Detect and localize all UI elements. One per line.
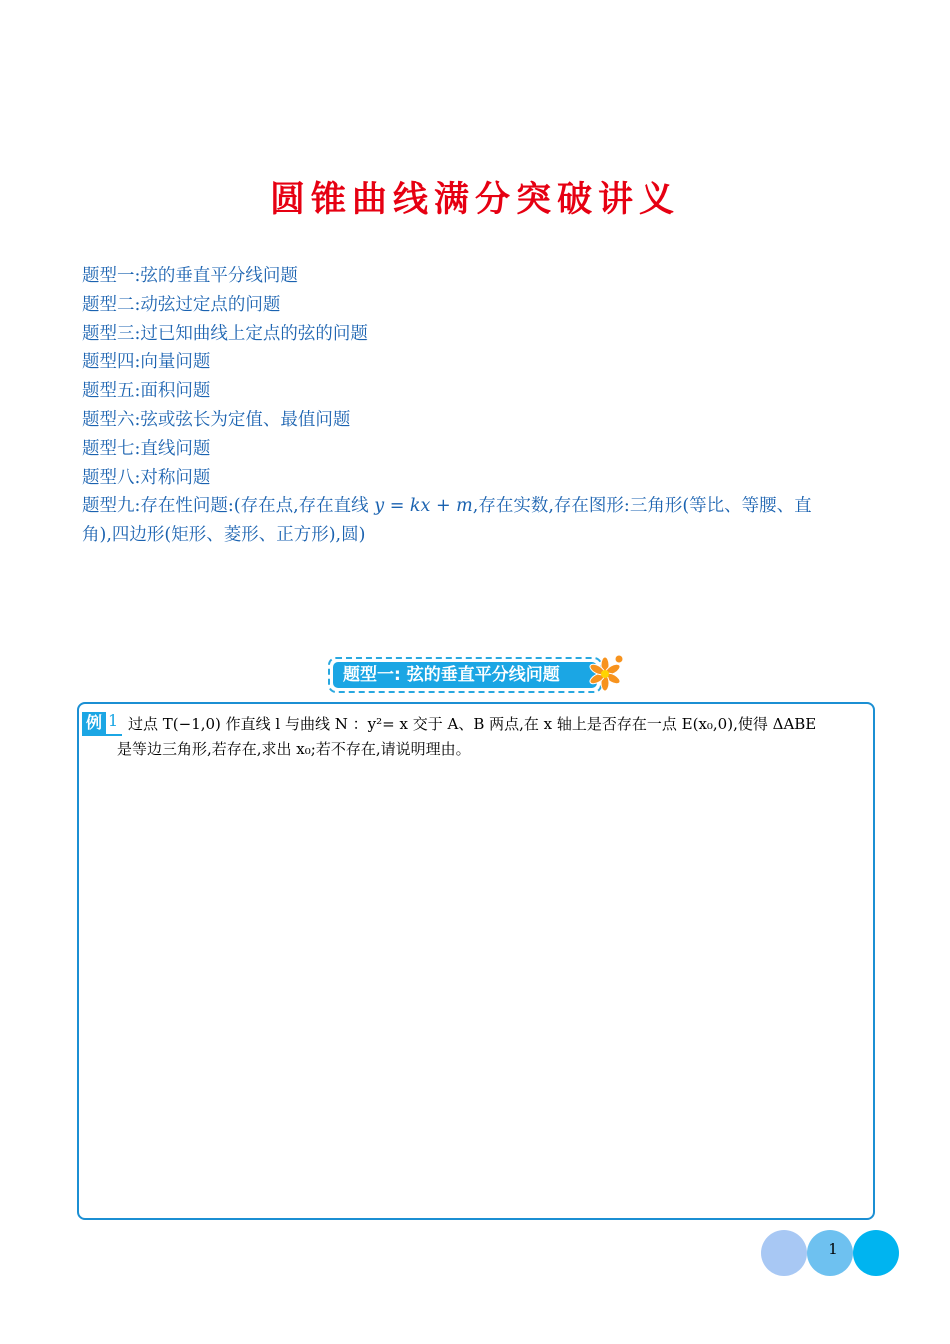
- toc-item: 角),四边形(矩形、菱形、正方形),圆): [82, 525, 366, 546]
- flower-icon: [586, 653, 624, 691]
- toc-item9-suffix: ,存在实数,存在图形:三角形(等比、等腰、直: [472, 496, 812, 517]
- example-question-line2: 是等边三角形,若存在,求出 x₀;若不存在,请说明理由。: [117, 740, 471, 758]
- toc-item: [82, 492, 882, 521]
- toc-item: 题型一:弦的垂直平分线问题: [82, 266, 298, 286]
- example-tag: 例: [82, 712, 106, 734]
- page-number: 1: [828, 1240, 838, 1258]
- example-box: [77, 702, 875, 1220]
- section-badge: [328, 657, 602, 693]
- toc-item: 题型七:直线问题: [82, 438, 211, 459]
- toc-item9-prefix: 题型九:存在性问题:(存在点,存在直线: [82, 496, 375, 517]
- example-question-line1: 过点 T(−1,0) 作直线 l 与曲线 N ：y²= x 交于 A、B 两点,在 x 轴上是否存在一点 E(x₀,0),使得 ΔABE: [128, 715, 817, 733]
- example-number: 1: [108, 711, 119, 730]
- document-title: 圆锥曲线满分突破讲义: [269, 179, 680, 220]
- example-tag-underline: [82, 734, 122, 736]
- toc-item: 题型二:动弦过定点的问题: [82, 294, 281, 315]
- toc-item: 题型三:过已知曲线上定点的弦的问题: [82, 323, 368, 344]
- section-title: 题型一: 弦的垂直平分线问题: [333, 662, 597, 688]
- toc-item: 题型八:对称问题: [82, 467, 211, 488]
- toc-item: 题型六:弦或弦长为定值、最值问题: [82, 409, 351, 430]
- toc-item9-math: y = kx + m: [374, 496, 473, 517]
- table-of-contents: [82, 262, 882, 550]
- toc-item: 题型五:面积问题: [82, 381, 211, 402]
- toc-item: 题型四:向量问题: [82, 352, 211, 373]
